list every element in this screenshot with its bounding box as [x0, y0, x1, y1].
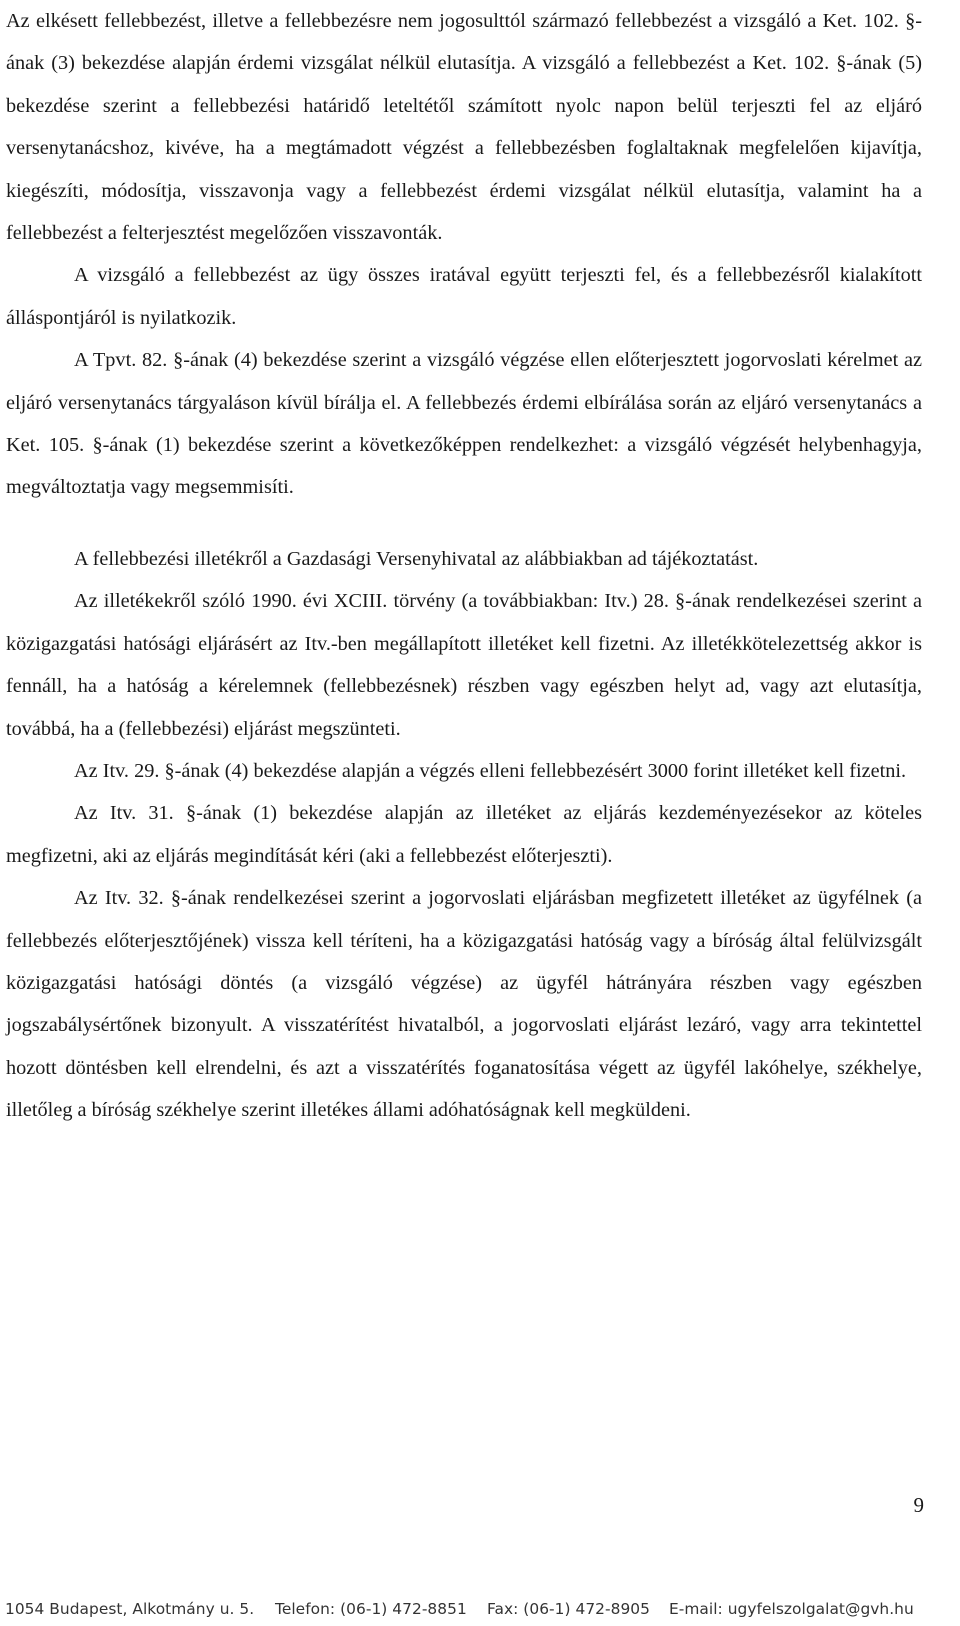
- page-number: 9: [913, 1493, 924, 1517]
- document-body: [6, 0, 922, 1132]
- footer-fax: Fax: (06-1) 472-8905: [487, 1600, 650, 1618]
- paragraph-itv-28: Az illetékekről szóló 1990. évi XCIII. törvény (a továbbiakban: Itv.) 28. §-ának rendelkezései szerint a közigazgatási hatósági eljárásért az Itv.-ben megállapított illetéket kell fizetni. Az illetékkötelezettség akkor is fennáll, ha a hatóság a kérelemnek (fellebbezésnek) részben vagy egészben helyt ad, vagy azt elutasítja, továbbá, ha a (fellebbezési) eljárást megszünteti.: [6, 590, 922, 740]
- paragraph-itv-31: Az Itv. 31. §-ának (1) bekezdése alapján az illetéket az eljárás kezdeményezésekor az köteles megfizetni, aki az eljárás megindítását kéri (aki a fellebbezést előterjeszti).: [6, 802, 922, 867]
- paragraph-itv-32: Az Itv. 32. §-ának rendelkezései szerint a jogorvoslati eljárásban megfizetett illetéket az ügyfélnek (a fellebbezés előterjesztőjének) vissza kell téríteni, ha a közigazgatási hatóság vagy a bíróság által felülvizsgált közigazgatási hatósági döntés (a vizsgáló végzése) az ügyfél hátrányára részben vagy egészben jogszabálysértőnek bizonyult. A visszatérítést hivatalból, a jogorvoslati eljárást lezáró, vagy arra tekintettel hozott döntésben kell elrendelni, és azt a visszatérítés foganatosítása végett az ügyfél lakóhelye, székhelye, illetőleg a bíróság székhelye szerint illetékes állami adóhatóságnak kell megküldeni.: [6, 887, 922, 1122]
- footer-address: 1054 Budapest, Alkotmány u. 5.: [5, 1600, 255, 1618]
- page-footer: [0, 1600, 960, 1626]
- footer-email[interactable]: E-mail: ugyfelszolgalat@gvh.hu: [669, 1600, 914, 1618]
- paragraph-itv-29: Az Itv. 29. §-ának (4) bekezdése alapján a végzés elleni fellebbezésért 3000 forint illetéket kell fizetni.: [74, 759, 907, 782]
- paragraph-fee-info-intro: A fellebbezési illetékről a Gazdasági Versenyhivatal az alábbiakban ad tájékoztatást.: [74, 547, 759, 570]
- paragraph-submission-opinion: A vizsgáló a fellebbezést az ügy összes iratával együtt terjeszti fel, és a fellebbezésről kialakított álláspontjáról is nyilatkozik.: [6, 264, 922, 329]
- footer-phone: Telefon: (06-1) 472-8851: [275, 1600, 467, 1618]
- paragraph-appeal-rejection: Az elkésett fellebbezést, illetve a fellebbezésre nem jogosulttól származó fellebbezést a vizsgáló a Ket. 102. §-ának (3) bekezdése alapján érdemi vizsgálat nélkül elutasítja. A vizsgáló a fellebbezést a Ket. 102. §-ának (5) bekezdése szerint a fellebbezési határidő leteltétől számított nyolc napon belül terjeszti fel az eljáró versenytanácshoz, kivéve, ha a megtámadott végzést a fellebbezésben foglaltaknak megfelelően kijavítja, kiegészíti, módosítja, visszavonja vagy a fellebbezést érdemi vizsgálat nélkül elutasítja, valamint ha a fellebbezést a felterjesztést megelőzően visszavonták.: [6, 10, 922, 245]
- paragraph-tpvt-82: A Tpvt. 82. §-ának (4) bekezdése szerint a vizsgáló végzése ellen előterjesztett jogorvoslati kérelmet az eljáró versenytanács tárgyaláson kívül bírálja el. A fellebbezés érdemi elbírálása során az eljáró versenytanács a Ket. 105. §-ának (1) bekezdése szerint a következőképpen rendelkezhet: a vizsgáló végzését helybenhagyja, megváltoztatja vagy megsemmisíti.: [6, 349, 922, 499]
